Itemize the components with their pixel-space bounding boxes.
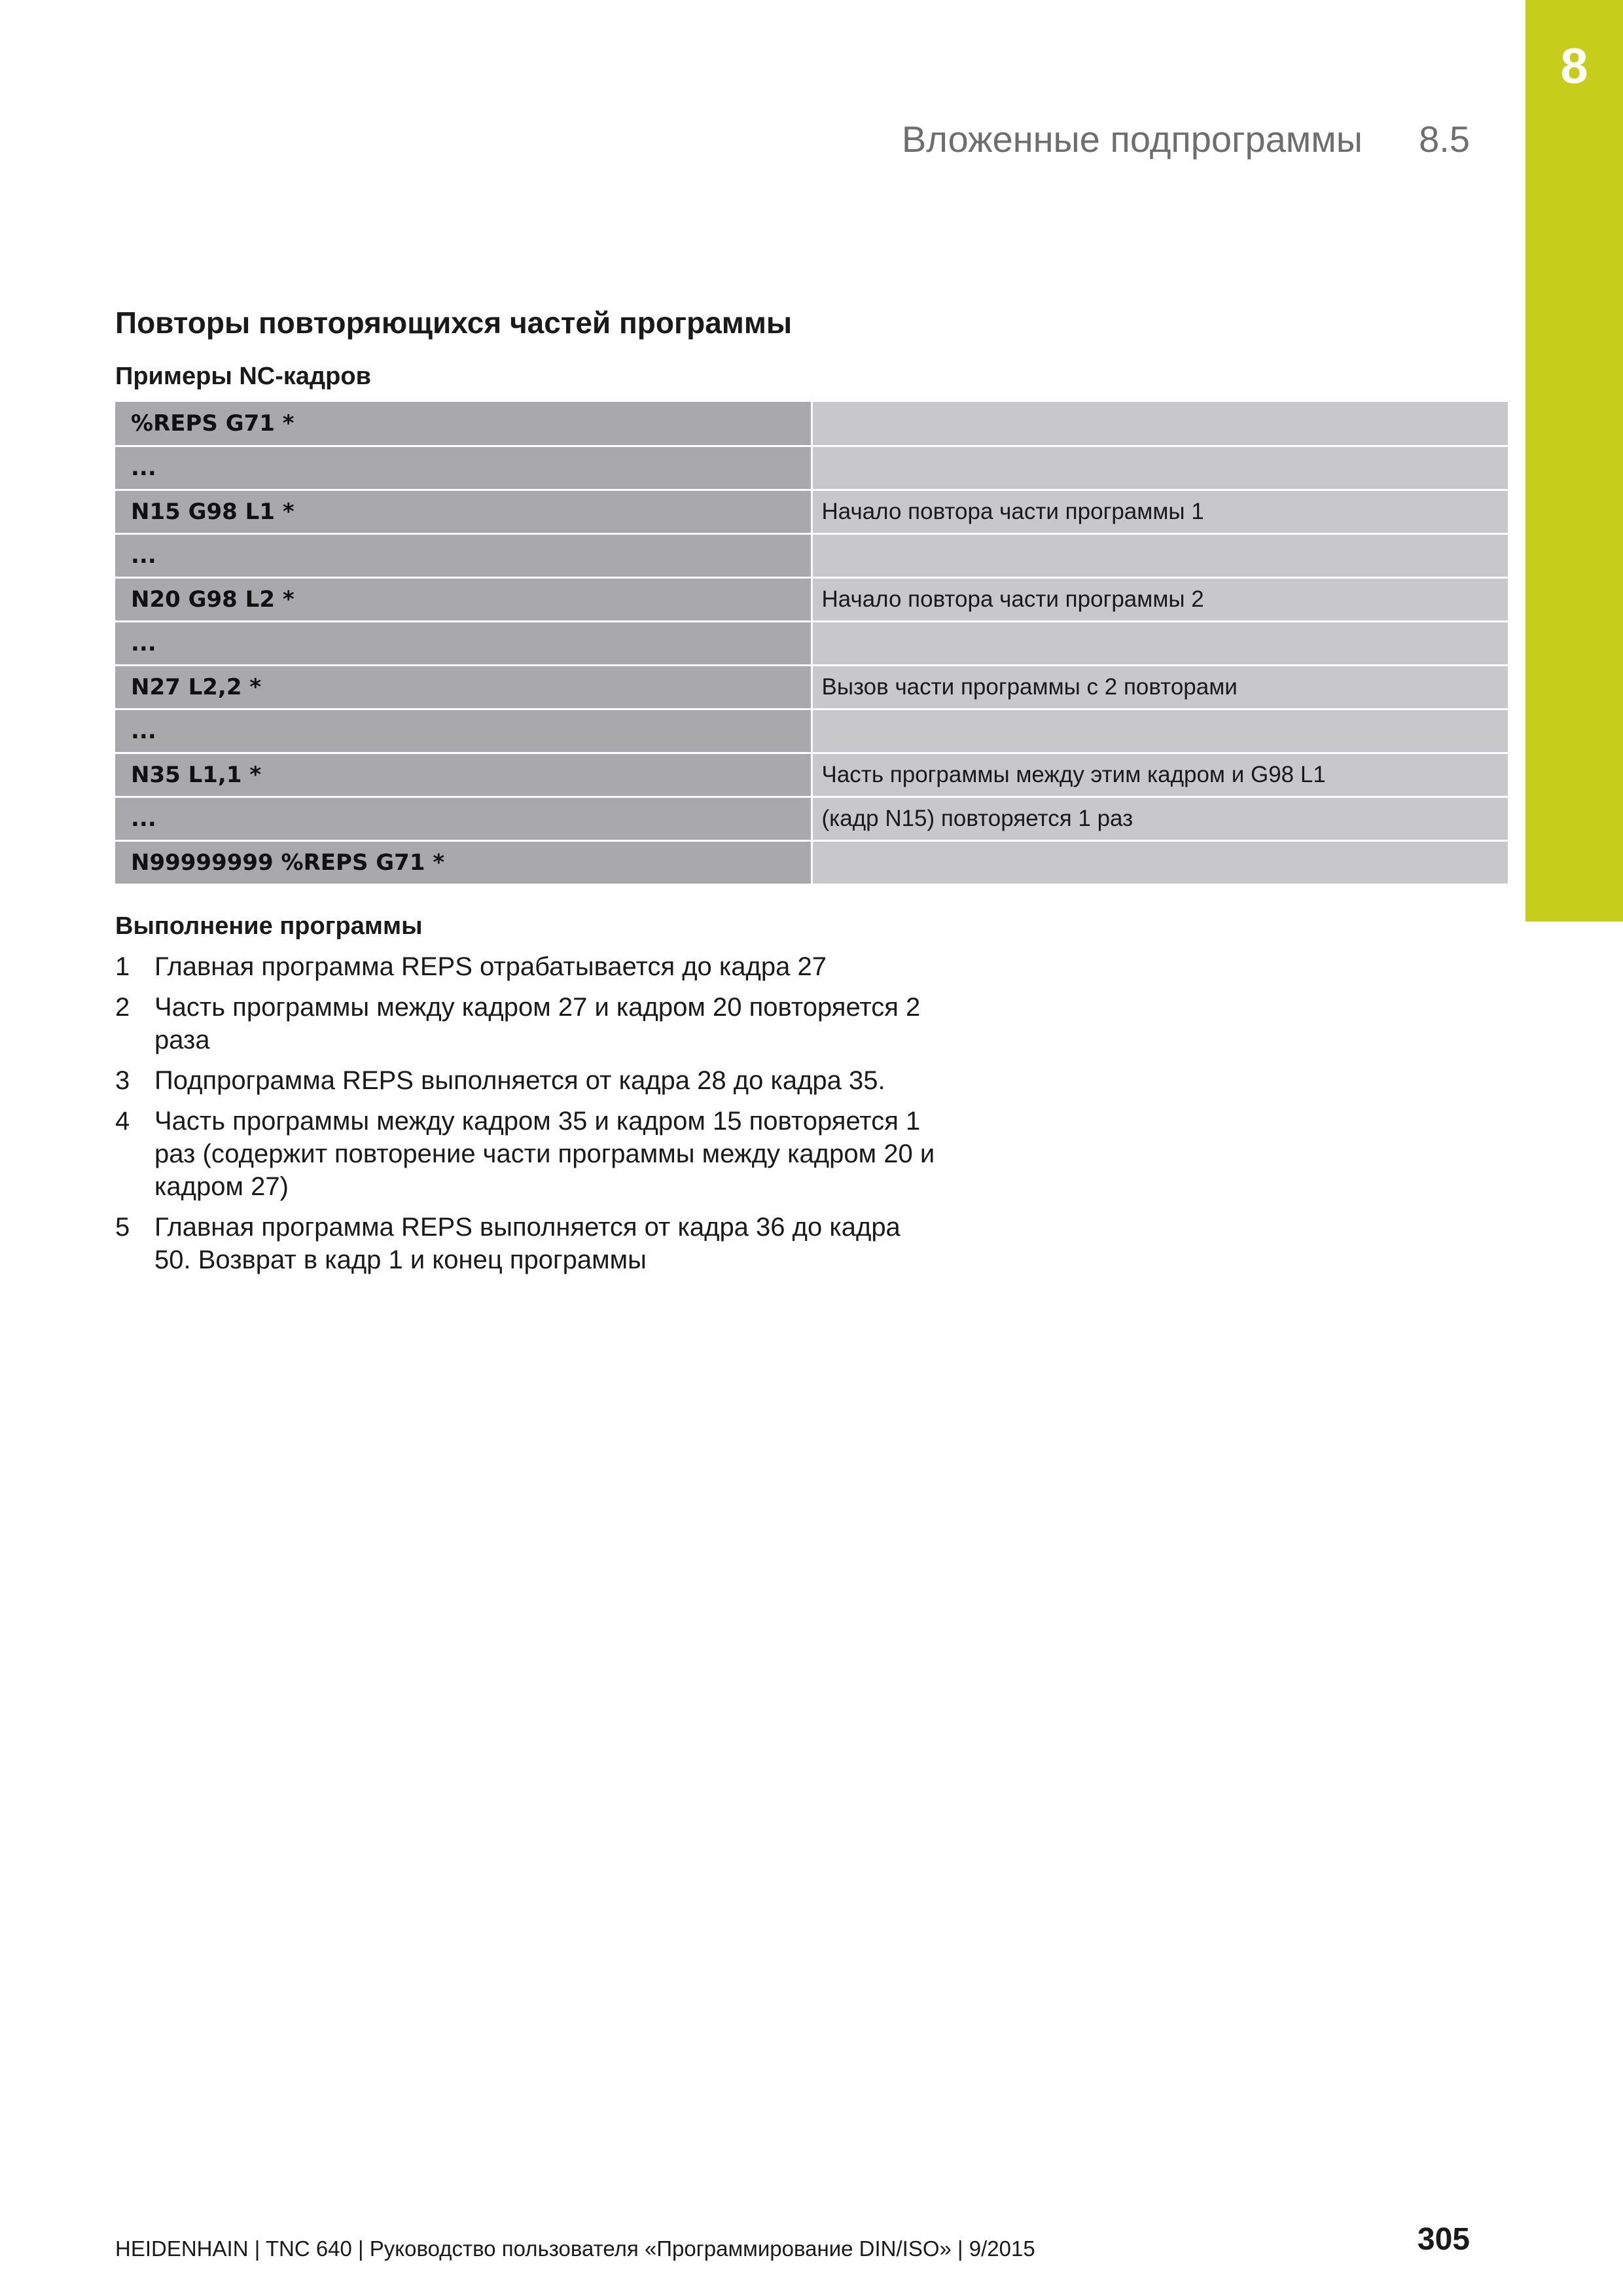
chapter-number: 8 xyxy=(1560,39,1588,94)
table-row xyxy=(115,577,1508,621)
table-row xyxy=(115,665,1508,709)
table-row xyxy=(115,840,1508,884)
table-row xyxy=(115,402,1508,446)
table-row xyxy=(115,490,1508,533)
nc-code-cell: N35 L1,1 * xyxy=(115,753,812,797)
nc-comment-cell xyxy=(812,621,1508,665)
nc-comment-cell: Начало повтора части программы 2 xyxy=(812,577,1508,621)
list-item xyxy=(115,1064,940,1097)
nc-comment-cell: Часть программы между этим кадром и G98 L1 xyxy=(812,753,1508,797)
nc-code-cell: N20 G98 L2 * xyxy=(115,577,812,621)
footer-text: HEIDENHAIN | TNC 640 | Руководство пользователя «Программирование DIN/ISO» | 9/2015 xyxy=(115,2236,1035,2261)
nc-comment-cell xyxy=(812,709,1508,753)
chapter-tab xyxy=(1525,0,1623,922)
nc-code-cell: N15 G98 L1 * xyxy=(115,490,812,533)
execution-heading: Выполнение программы xyxy=(115,912,423,940)
step-number: 3 xyxy=(115,1066,130,1095)
nc-comment-cell xyxy=(812,533,1508,577)
list-item xyxy=(115,1105,940,1203)
nc-code-cell: ... xyxy=(115,709,812,753)
list-item xyxy=(115,1211,940,1276)
table-row xyxy=(115,753,1508,797)
table-row xyxy=(115,533,1508,577)
page-number: 305 xyxy=(1417,2222,1470,2257)
execution-steps-list xyxy=(115,950,940,1284)
nc-comment-cell: (кадр N15) повторяется 1 раз xyxy=(812,797,1508,840)
nc-comment-cell xyxy=(812,446,1508,490)
step-text: Главная программа REPS выполняется от кадра 36 до кадра 50. Возврат в кадр 1 и конец программы xyxy=(154,1213,901,1274)
step-text: Главная программа REPS отрабатывается до кадра 27 xyxy=(154,952,827,981)
list-item xyxy=(115,950,940,983)
step-text: Часть программы между кадром 27 и кадром 20 повторяется 2 раза xyxy=(154,993,921,1054)
nc-code-cell: %REPS G71 * xyxy=(115,402,812,446)
nc-code-cell: ... xyxy=(115,533,812,577)
example-heading: Примеры NC-кадров xyxy=(115,363,371,390)
header-title: Вложенные подпрограммы xyxy=(901,118,1363,160)
nc-table-body xyxy=(115,402,1508,884)
step-number: 1 xyxy=(115,952,130,981)
step-number: 5 xyxy=(115,1213,130,1242)
nc-code-cell: ... xyxy=(115,446,812,490)
nc-comment-cell: Вызов части программы с 2 повторами xyxy=(812,665,1508,709)
table-row xyxy=(115,709,1508,753)
nc-comment-cell xyxy=(812,840,1508,884)
list-item xyxy=(115,991,940,1056)
table-row xyxy=(115,446,1508,490)
section-heading: Повторы повторяющихся частей программы xyxy=(115,306,793,340)
step-number: 4 xyxy=(115,1107,130,1136)
nc-blocks-table xyxy=(115,402,1508,886)
nc-code-cell: ... xyxy=(115,621,812,665)
step-text: Подпрограмма REPS выполняется от кадра 28 до кадра 35. xyxy=(154,1066,885,1095)
nc-code-cell: N27 L2,2 * xyxy=(115,665,812,709)
step-text: Часть программы между кадром 35 и кадром 15 повторяется 1 раз (содержит повторение части программы между кадром 20 и кадром 27) xyxy=(154,1107,935,1201)
table-row xyxy=(115,797,1508,840)
nc-comment-cell xyxy=(812,402,1508,446)
nc-comment-cell: Начало повтора части программы 1 xyxy=(812,490,1508,533)
step-number: 2 xyxy=(115,993,130,1022)
table-row xyxy=(115,621,1508,665)
nc-code-cell: N99999999 %REPS G71 * xyxy=(115,840,812,884)
nc-code-cell: ... xyxy=(115,797,812,840)
header-section-number: 8.5 xyxy=(1419,118,1470,160)
